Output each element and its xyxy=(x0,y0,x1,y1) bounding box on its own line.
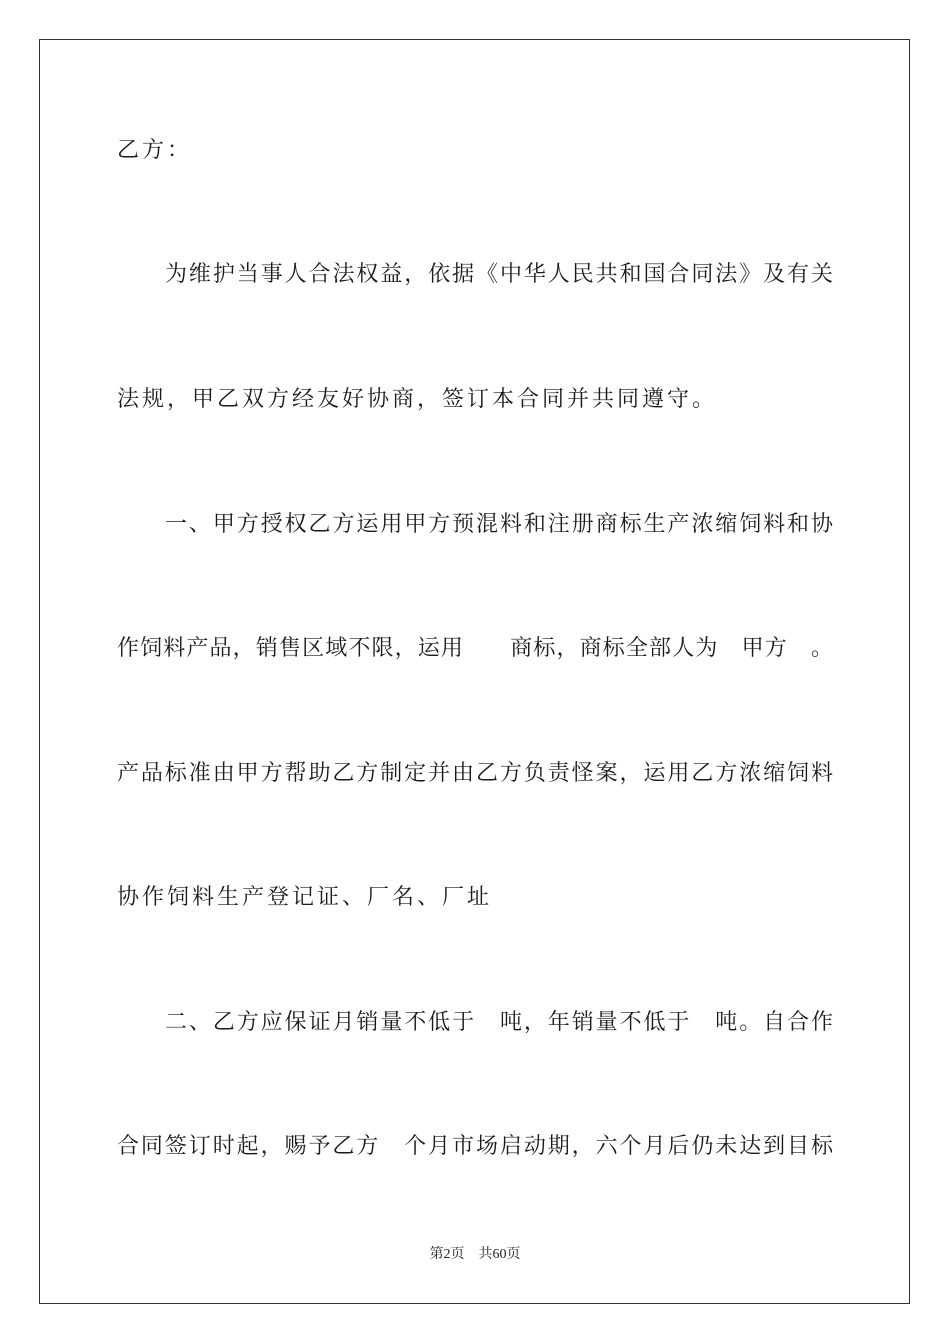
party-b-label: 乙方： xyxy=(117,138,193,163)
clause-1-line-4: 协作饲料生产登记证、厂名、厂址 xyxy=(117,885,493,910)
page-footer xyxy=(0,1246,950,1264)
paragraph-intro-line-1: 为维护当事人合法权益，依据《中华人民共和国合同法》及有关 xyxy=(165,262,833,287)
clause-1-line-3: 产品标准由甲方帮助乙方制定并由乙方负责怪案，运用乙方浓缩饲料 xyxy=(117,761,833,786)
clause-1-line-2: 作饲料产品，销售区域不限，运用 商标，商标全部人为 甲方 。 xyxy=(117,636,833,661)
clause-2-line-1: 二、乙方应保证月销量不低于 吨，年销量不低于 吨。自合作 xyxy=(165,1010,833,1035)
page-number: 第2页 xyxy=(429,1247,465,1262)
paragraph-intro-line-2: 法规，甲乙双方经友好协商，签订本合同并共同遵守。 xyxy=(117,387,718,412)
page-border xyxy=(39,39,910,1304)
page-total: 共60页 xyxy=(478,1247,521,1262)
clause-1-line-1: 一、甲方授权乙方运用甲方预混料和注册商标生产浓缩饲料和协 xyxy=(165,512,833,537)
clause-2-line-2: 合同签订时起，赐予乙方 个月市场启动期，六个月后仍未达到目标 xyxy=(117,1134,833,1159)
